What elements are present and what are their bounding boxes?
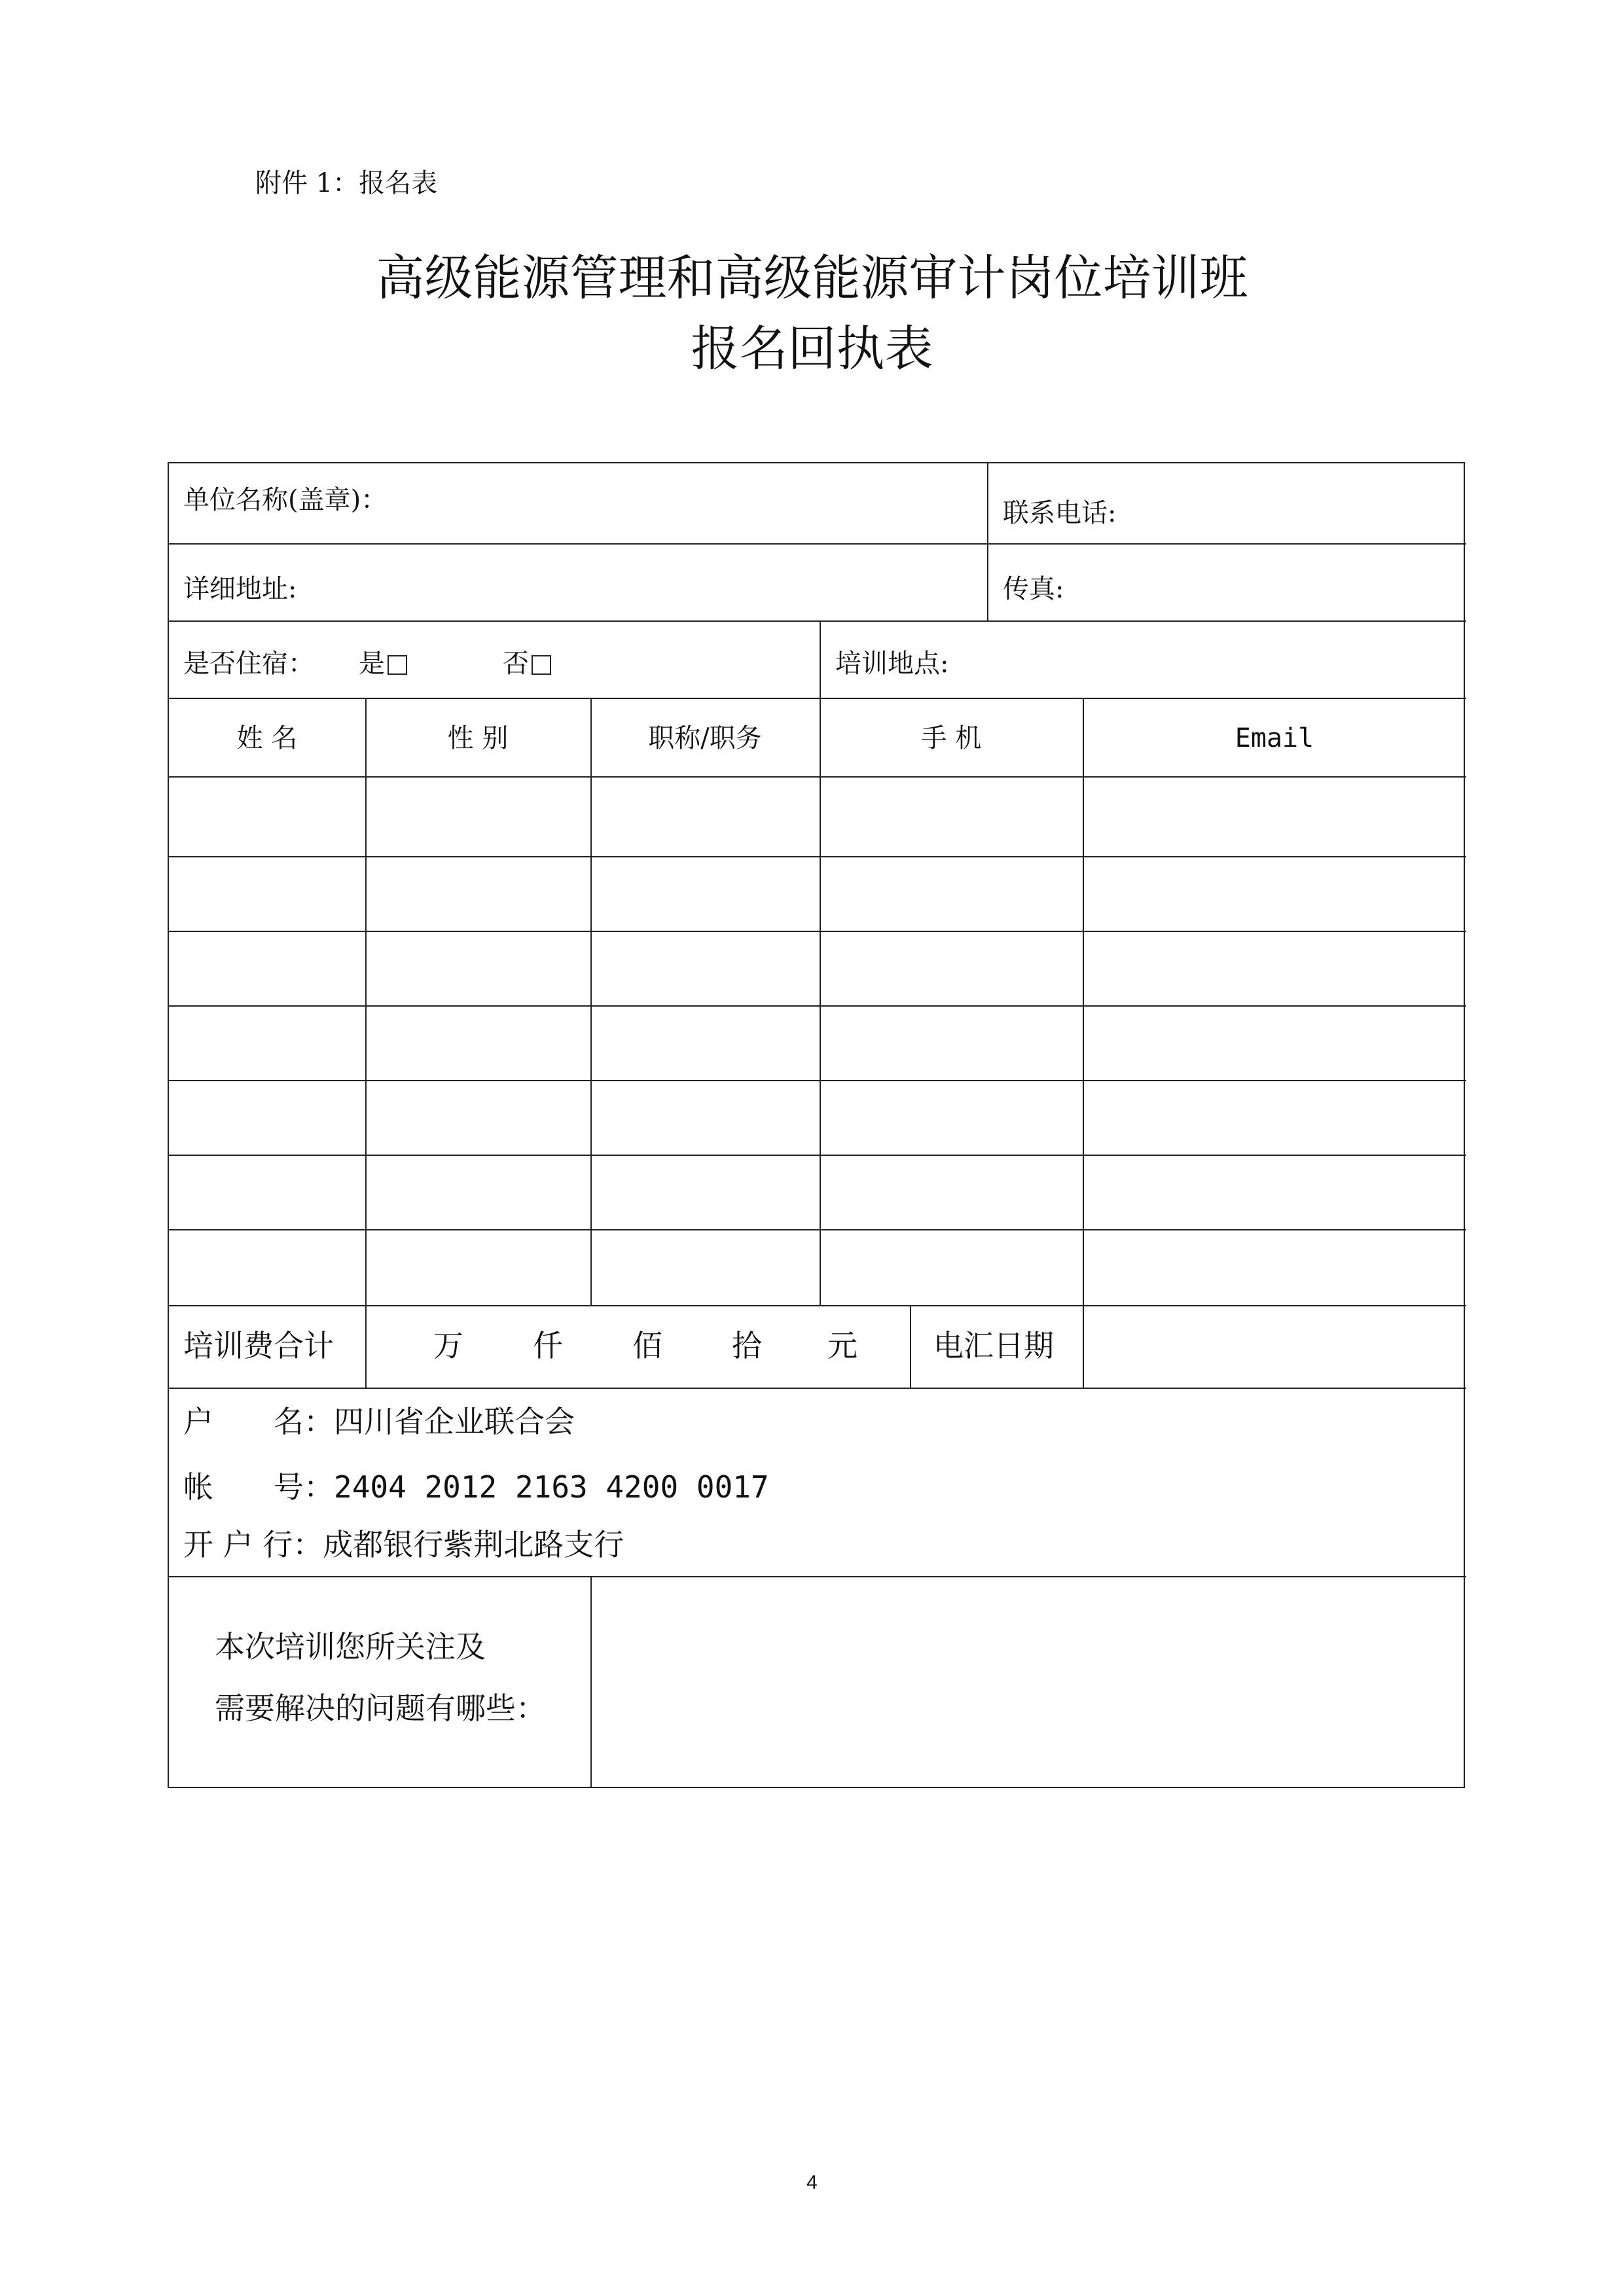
fee-label: 培训费合计 [183,1328,334,1363]
remit-date-label: 电汇日期 [933,1328,1054,1363]
bank-value: 成都银行紫荆北路支行 [323,1527,624,1562]
form-subtitle: 报名回执表 [691,321,933,377]
account-name-label: 户 名： [183,1404,334,1439]
lodging-yes-option[interactable] [359,647,407,681]
account-no-row [183,1470,769,1504]
lodging-label: 是否住宿： [183,649,314,679]
fax-label: 传真: [1003,574,1064,604]
lodging-yes-checkbox[interactable] [388,655,407,675]
account-name-row [183,1405,575,1439]
lodging-no-label: 否 [503,649,529,679]
account-no-value: 2404 2012 2163 4200 0017 [334,1469,769,1505]
phone-label: 联系电话: [1003,498,1117,528]
fee-unit-wan: 万 [433,1328,463,1363]
registration-form [168,462,1465,1788]
bank-row [183,1528,624,1562]
column-header-title: 职称/职务 [648,723,762,753]
concern-question-line2: 需要解决的问题有哪些： [215,1691,546,1726]
fee-unit-qian: 仟 [533,1328,563,1363]
lodging-no-checkbox[interactable] [532,655,551,675]
account-name-value: 四川省企业联合会 [334,1404,575,1439]
column-header-gender: 性 别 [447,723,509,753]
attachment-label: 附件 1：报名表 [255,168,438,198]
unit-name-label: 单位名称(盖章)： [183,485,388,515]
lodging-no-option[interactable] [503,647,551,681]
account-no-label: 帐 号： [183,1469,334,1505]
concern-question-line1: 本次培训您所关注及 [215,1629,486,1664]
column-header-email: Email [1235,723,1314,753]
fee-unit-bai: 佰 [632,1328,662,1363]
column-header-mobile: 手 机 [920,723,982,753]
address-label: 详细地址: [183,574,297,604]
bank-label: 开 户 行： [183,1527,323,1562]
lodging-yes-label: 是 [359,649,385,679]
form-title: 高级能源管理和高级能源审计岗位培训班 [376,250,1248,306]
column-header-name: 姓 名 [236,723,298,753]
location-label: 培训地点: [835,649,949,679]
page-number: 4 [806,2172,818,2193]
fee-unit-shi: 拾 [732,1328,762,1363]
fee-unit-yuan: 元 [827,1328,857,1363]
